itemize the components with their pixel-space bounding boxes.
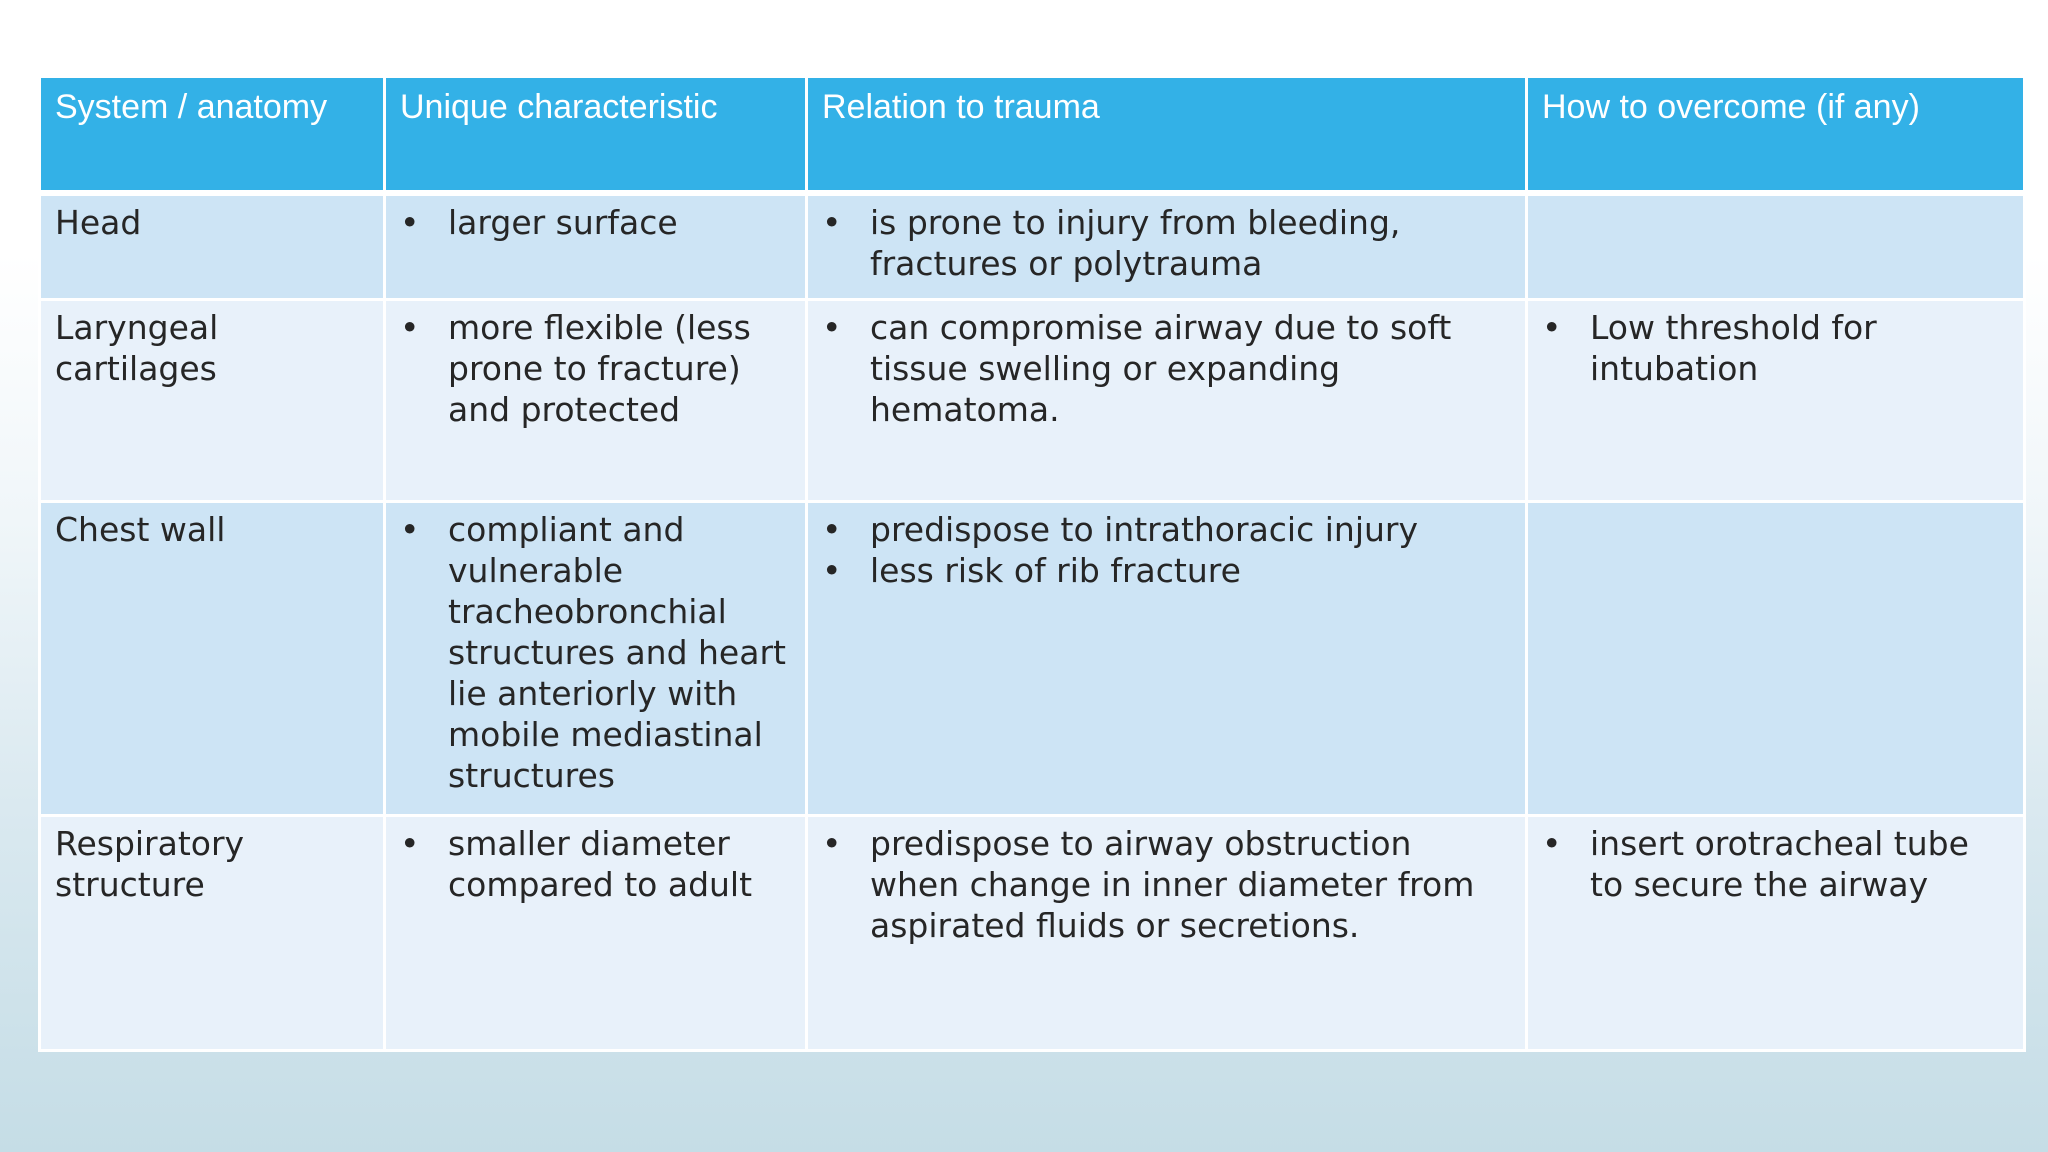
characteristic-cell — [385, 816, 807, 1051]
overcome-cell — [1527, 502, 2025, 816]
header-overcome: How to overcome (if any) — [1527, 77, 2025, 193]
table-row — [40, 300, 2025, 502]
overcome-cell — [1527, 193, 2025, 300]
anatomy-cell: Chest wall — [40, 502, 385, 816]
header-trauma: Relation to trauma — [807, 77, 1527, 193]
table-row — [40, 193, 2025, 300]
characteristic-cell — [385, 502, 807, 816]
overcome-cell — [1527, 816, 2025, 1051]
header-characteristic: Unique characteristic — [385, 77, 807, 193]
bullet-item: • Low threshold for intubation — [1542, 307, 2009, 389]
trauma-table — [38, 75, 2026, 1052]
bullet-item: • less risk of rib fracture — [822, 550, 1511, 591]
bullet-item: • is prone to injury from bleeding, fractures or polytrauma — [822, 202, 1511, 284]
bullet-item: • can compromise airway due to soft tissue swelling or expanding hematoma. — [822, 307, 1511, 430]
bullet-item: • smaller diameter compared to adult — [400, 823, 791, 905]
characteristic-cell — [385, 300, 807, 502]
characteristic-cell — [385, 193, 807, 300]
overcome-cell — [1527, 300, 2025, 502]
header-row — [40, 77, 2025, 193]
bullet-item: • predispose to airway obstruction when change in inner diameter from aspirated fluids or secretions. — [822, 823, 1511, 946]
anatomy-cell: Laryngeal cartilages — [40, 300, 385, 502]
bullet-item: • more flexible (less prone to fracture) and protected — [400, 307, 791, 430]
bullet-item: • larger surface — [400, 202, 791, 243]
header-anatomy: System / anatomy — [40, 77, 385, 193]
bullet-item: • compliant and vulnerable tracheobronchial structures and heart lie anteriorly with mobile mediastinal structures — [400, 509, 791, 796]
trauma-cell — [807, 502, 1527, 816]
anatomy-cell: Respiratory structure — [40, 816, 385, 1051]
bullet-item: • insert orotracheal tube to secure the airway — [1542, 823, 2009, 905]
table-row — [40, 816, 2025, 1051]
anatomy-cell: Head — [40, 193, 385, 300]
trauma-cell — [807, 300, 1527, 502]
bullet-item: • predispose to intrathoracic injury — [822, 509, 1511, 550]
trauma-cell — [807, 193, 1527, 300]
trauma-cell — [807, 816, 1527, 1051]
table-row — [40, 502, 2025, 816]
